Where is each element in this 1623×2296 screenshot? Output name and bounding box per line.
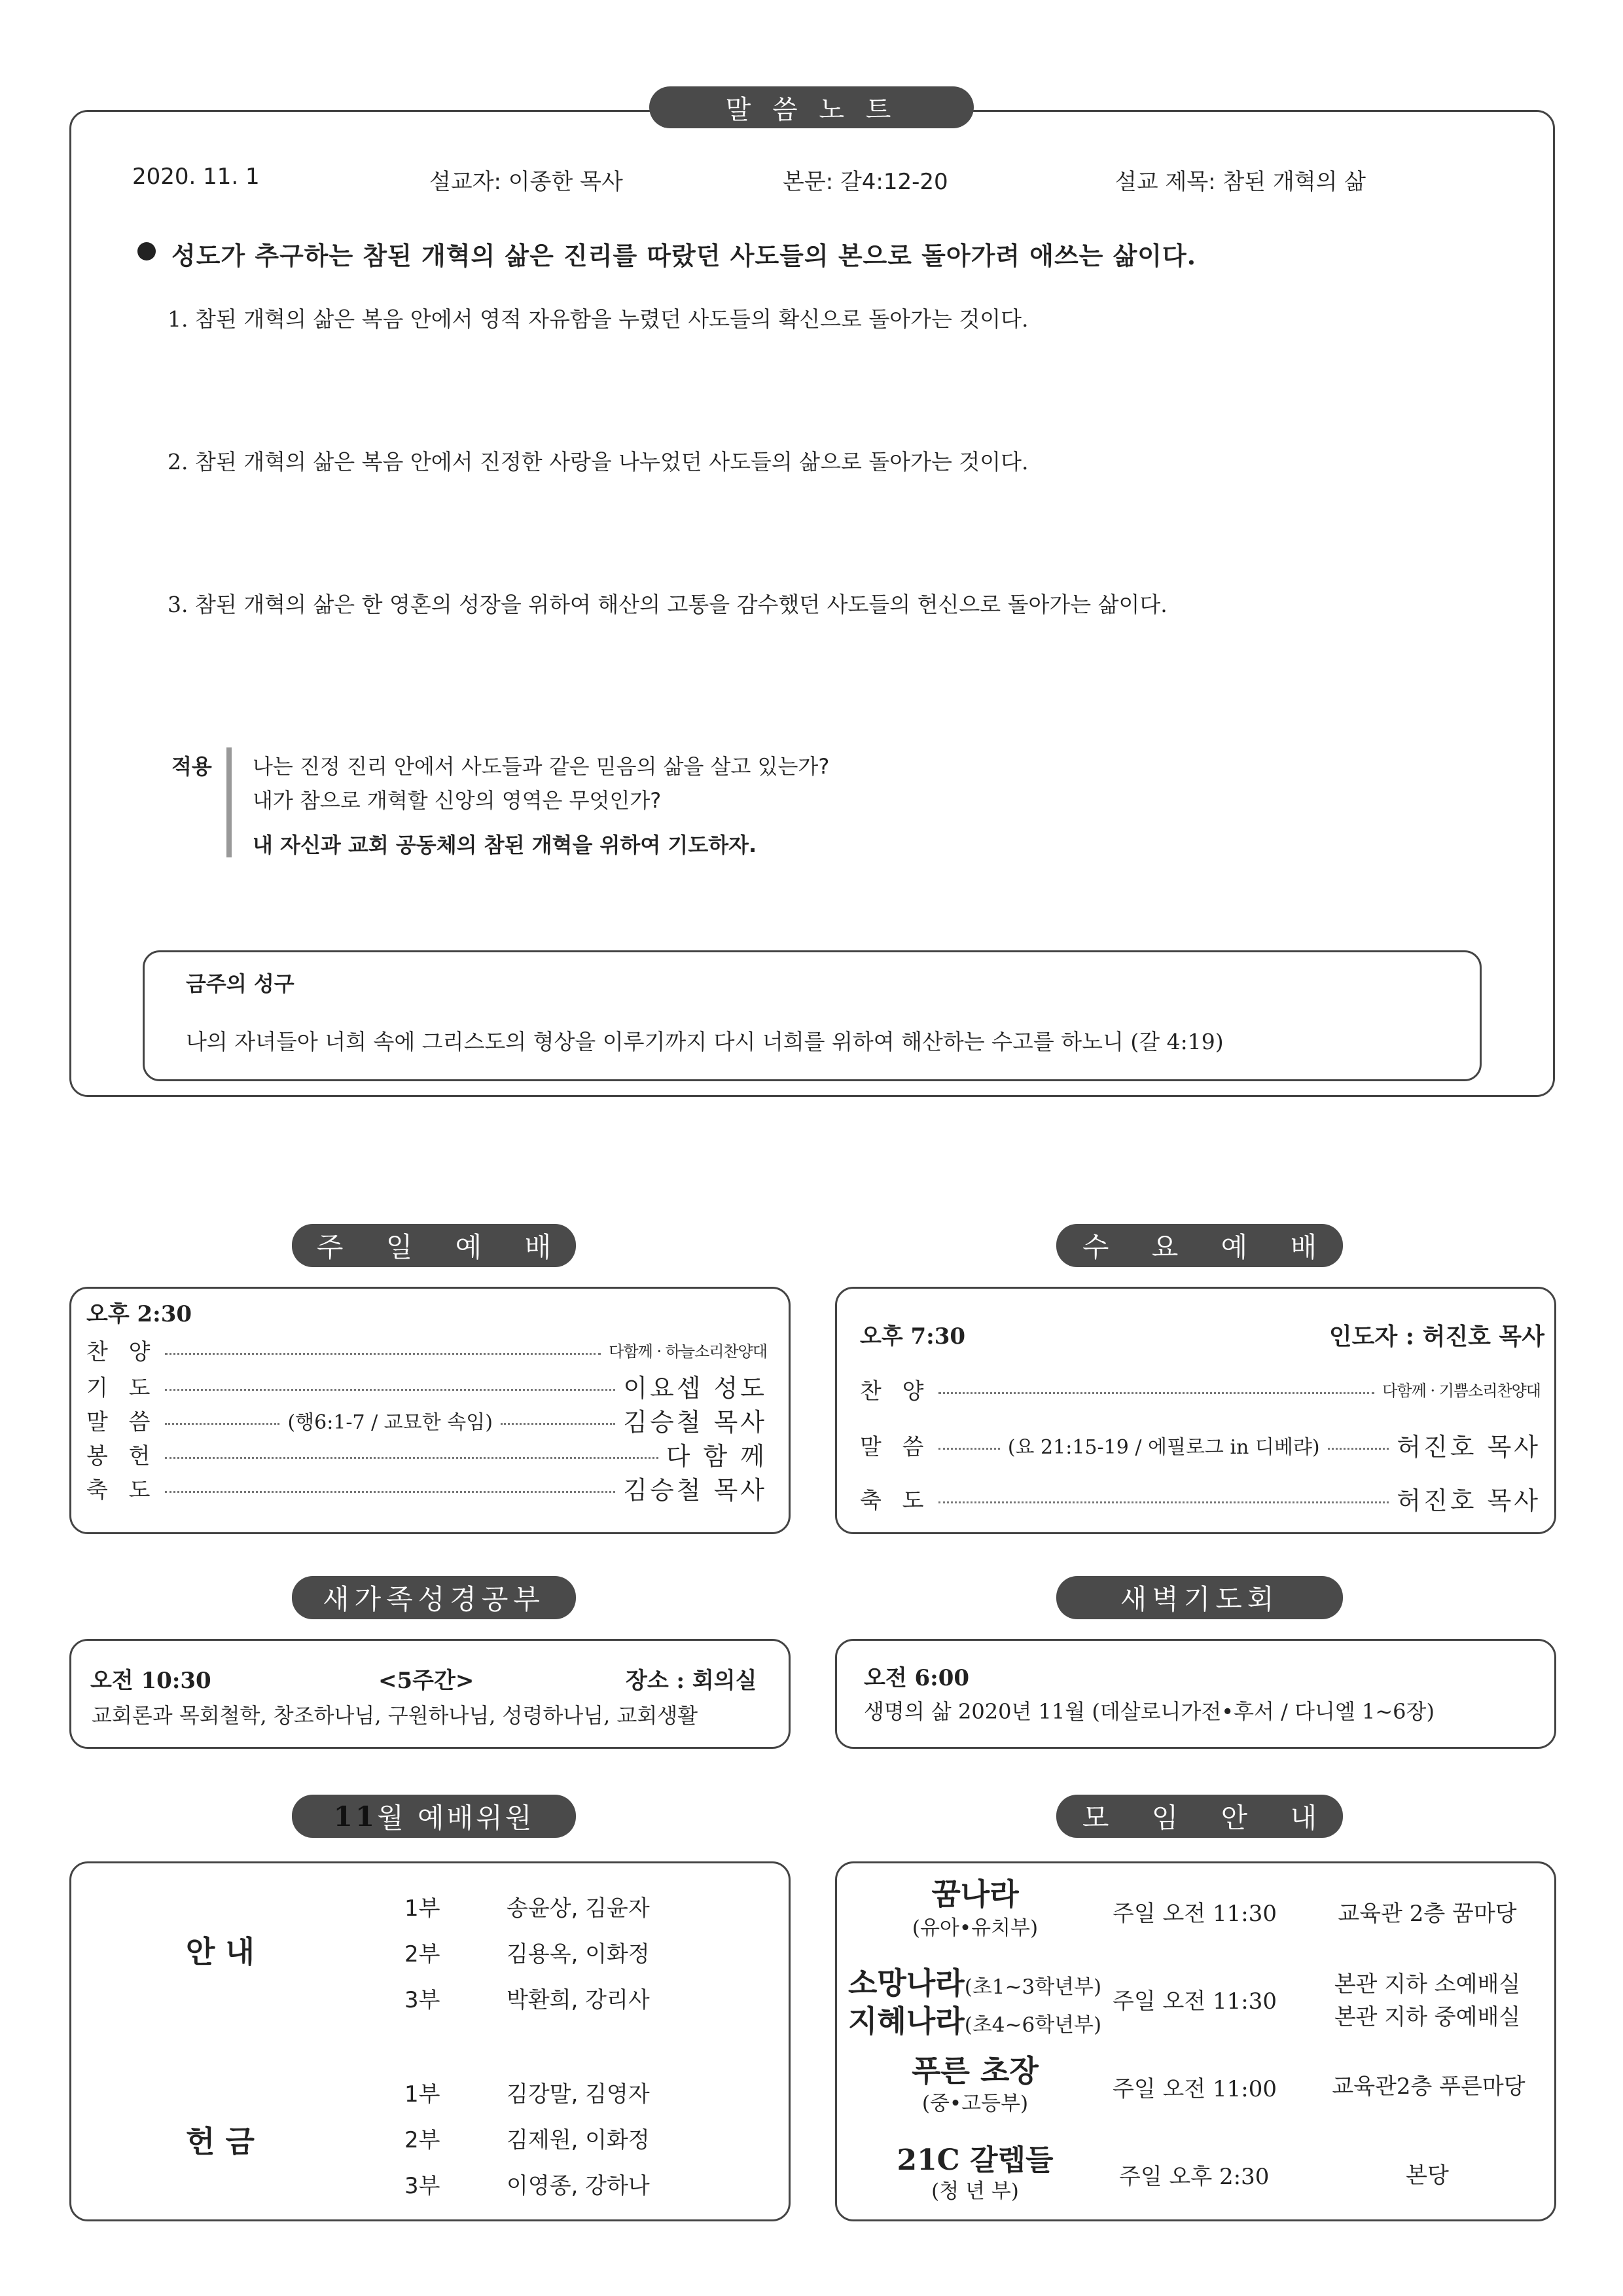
committee-part: 3부	[404, 1987, 440, 2013]
committee-group-label: 안 내	[186, 1934, 255, 1969]
meeting-time: 주일 오전 11:30	[1113, 1901, 1277, 1927]
meeting-name: 21C 갈렙들	[897, 2144, 1054, 2177]
service-row-passage: (요 21:15-19 / 에필로그 in 디베랴)	[1007, 1435, 1320, 1459]
committee-month: 11	[333, 1800, 378, 1833]
dawn-prayer-header: 새벽기도회	[1056, 1576, 1343, 1619]
application-line-1: 나는 진정 진리 안에서 사도들과 같은 믿음의 삶을 살고 있는가?	[253, 754, 830, 779]
committee-part: 3부	[404, 2173, 440, 2199]
dotted-leader	[938, 1448, 1000, 1450]
dotted-leader	[938, 1501, 1389, 1503]
dotted-leader	[938, 1392, 1374, 1394]
service-row-label-part: 축	[860, 1488, 882, 1514]
wednesday-service-leader: 인도자 : 허진호 목사	[1329, 1323, 1544, 1350]
service-row-label-part: 도	[902, 1488, 924, 1514]
meeting-name: 꿈나라	[931, 1876, 1019, 1912]
service-row-label-part: 양	[128, 1339, 151, 1365]
service-row-value: 허진호 목사	[1397, 1486, 1541, 1515]
service-row-value: 이요셉 성도	[623, 1374, 767, 1403]
committee-names: 이영종, 강하나	[507, 2173, 650, 2199]
meetings-header: 모 임 안 내	[1056, 1795, 1343, 1838]
committee-names: 박환희, 강리사	[507, 1987, 650, 2013]
family-bible-time: 오전 10:30	[90, 1668, 211, 1694]
sunday-service-header: 주 일 예 배	[292, 1224, 576, 1267]
service-row	[86, 1402, 767, 1438]
meeting-place: 본관 지하 중예배실	[1334, 2004, 1521, 2030]
service-row-passage: (행6:1-7 / 교묘한 속임)	[287, 1410, 493, 1434]
meeting-place: 교육관2층 푸른마당	[1332, 2073, 1525, 2100]
sermon-thesis: 성도가 추구하는 참된 개혁의 삶은 진리를 따랐던 사도들의 본으로 돌아가려 애쓰는 삶이다.	[171, 241, 1196, 270]
application-divider	[226, 747, 232, 857]
service-row-value: 다 함 께	[666, 1442, 767, 1471]
meeting-name-sub: (초4~6학년부)	[964, 2013, 1102, 2037]
committee-names: 김제원, 이화정	[507, 2127, 650, 2153]
meeting-name-sub: (초1~3학년부)	[964, 1975, 1102, 1999]
service-row-label-part: 찬	[86, 1339, 108, 1365]
sermon-passage: 본문: 갈4:12-20	[783, 169, 948, 195]
service-row-label-part: 축	[86, 1477, 108, 1503]
meeting-name-main: 소망나라	[848, 1965, 965, 2001]
meeting-name	[848, 1960, 1101, 2003]
weekly-verse-title: 금주의 성구	[186, 971, 294, 996]
dotted-leader	[1328, 1448, 1389, 1450]
service-row-label-part: 말	[860, 1434, 882, 1460]
service-row-label-part: 기	[86, 1375, 108, 1401]
wednesday-service-header: 수 요 예 배	[1056, 1224, 1343, 1267]
committee-part: 1부	[404, 1895, 440, 1922]
service-row	[860, 1427, 1541, 1463]
committee-part: 1부	[404, 2081, 440, 2108]
family-bible-place: 장소 : 회의실	[626, 1668, 757, 1694]
meeting-name-main: 지혜나라	[848, 2003, 965, 2039]
meeting-sub: (청 년 부)	[931, 2179, 1019, 2203]
service-row-value: 다함께 · 하늘소리찬양대	[609, 1342, 767, 1361]
meeting-sub: (유아•유치부)	[912, 1916, 1039, 1940]
sermon-preacher: 설교자: 이종한 목사	[429, 169, 623, 195]
application-label: 적용	[171, 754, 212, 779]
committee-group-label: 헌 금	[186, 2124, 255, 2159]
committee-names: 김용옥, 이화정	[507, 1941, 650, 1967]
service-row-label-part: 찬	[860, 1378, 882, 1405]
service-row-label-part: 헌	[128, 1443, 151, 1469]
meeting-name	[848, 1998, 1101, 2041]
committee-title: 월 예배위원	[377, 1802, 535, 1834]
service-row-label-part: 봉	[86, 1443, 108, 1469]
service-row-label-part: 도	[128, 1477, 151, 1503]
service-row-label-part: 말	[86, 1409, 108, 1435]
family-bible-weeks: <5주간>	[378, 1668, 474, 1694]
committee-names: 김강말, 김영자	[507, 2081, 650, 2108]
meeting-time: 주일 오전 11:00	[1113, 2076, 1277, 2102]
application-line-3: 내 자신과 교회 공동체의 참된 개혁을 위하여 기도하자.	[253, 833, 757, 857]
service-row	[860, 1373, 1541, 1405]
meeting-place: 교육관 2층 꿈마당	[1338, 1901, 1517, 1927]
sermon-point-3: 3. 참된 개혁의 삶은 한 영혼의 성장을 위하여 해산의 고통을 감수했던 사도들의 헌신으로 돌아가는 삶이다.	[168, 592, 1168, 617]
weekly-verse-box	[143, 950, 1482, 1081]
dawn-prayer-box	[835, 1639, 1556, 1749]
wednesday-service-time: 오후 7:30	[860, 1323, 966, 1350]
dawn-prayer-text: 생명의 삶 2020년 11월 (데살로니가전•후서 / 다니엘 1~6장)	[864, 1699, 1435, 1724]
thesis-bullet-icon	[137, 242, 156, 260]
meeting-time: 주일 오후 2:30	[1119, 2164, 1270, 2190]
meeting-name: 푸른 초장	[912, 2053, 1039, 2089]
meeting-place: 본관 지하 소예배실	[1334, 1971, 1521, 1998]
dotted-leader	[501, 1423, 615, 1425]
dotted-leader	[165, 1491, 615, 1493]
sermon-point-1: 1. 참된 개혁의 삶은 복음 안에서 영적 자유함을 누렸던 사도들의 확신으로 돌아가는 것이다.	[168, 306, 1029, 332]
service-row-value: 다함께 · 기쁨소리찬양대	[1382, 1382, 1541, 1400]
dotted-leader	[165, 1457, 658, 1459]
sermon-note-header: 말 씀 노 트	[649, 86, 974, 128]
sermon-date: 2020. 11. 1	[132, 164, 260, 190]
meeting-place: 본당	[1406, 2162, 1449, 2189]
meeting-sub: (중•고등부)	[921, 2092, 1029, 2115]
sermon-title: 설교 제목: 참된 개혁의 삶	[1115, 169, 1366, 195]
service-row-value: 김승철 목사	[623, 1408, 768, 1437]
service-row-value: 허진호 목사	[1397, 1433, 1541, 1462]
family-bible-header: 새가족성경공부	[292, 1576, 576, 1619]
family-bible-topics: 교회론과 목회철학, 창조하나님, 구원하나님, 성령하나님, 교회생활	[92, 1703, 698, 1728]
weekly-verse-text: 나의 자녀들아 너희 속에 그리스도의 형상을 이루기까지 다시 너희를 위하여 해산하는 수고를 하노니 (갈 4:19)	[186, 1029, 1224, 1054]
committee-part: 2부	[404, 1941, 440, 1967]
service-row	[86, 1470, 767, 1506]
service-row-label-part: 양	[902, 1378, 924, 1405]
service-row	[86, 1436, 767, 1472]
committee-names: 송윤상, 김윤자	[507, 1895, 650, 1922]
committee-part: 2부	[404, 2127, 440, 2153]
dotted-leader	[165, 1353, 601, 1355]
service-row	[86, 1334, 767, 1366]
service-row	[860, 1480, 1541, 1516]
dotted-leader	[165, 1423, 279, 1425]
service-row-label-part: 씀	[128, 1409, 151, 1435]
service-row-value: 김승철 목사	[623, 1476, 767, 1505]
committee-header	[292, 1795, 576, 1838]
service-row	[86, 1368, 767, 1404]
dotted-leader	[165, 1389, 615, 1391]
sermon-point-2: 2. 참된 개혁의 삶은 복음 안에서 진정한 사랑을 나누었던 사도들의 삶으로 돌아가는 것이다.	[168, 449, 1029, 475]
meeting-time: 주일 오전 11:30	[1113, 1988, 1277, 2015]
service-row-label-part: 씀	[902, 1434, 924, 1460]
sunday-service-time: 오후 2:30	[86, 1301, 192, 1327]
application-line-2: 내가 참으로 개혁할 신앙의 영역은 무엇인가?	[253, 788, 662, 813]
service-row-label-part: 도	[128, 1375, 151, 1401]
dawn-prayer-time: 오전 6:00	[864, 1665, 970, 1691]
